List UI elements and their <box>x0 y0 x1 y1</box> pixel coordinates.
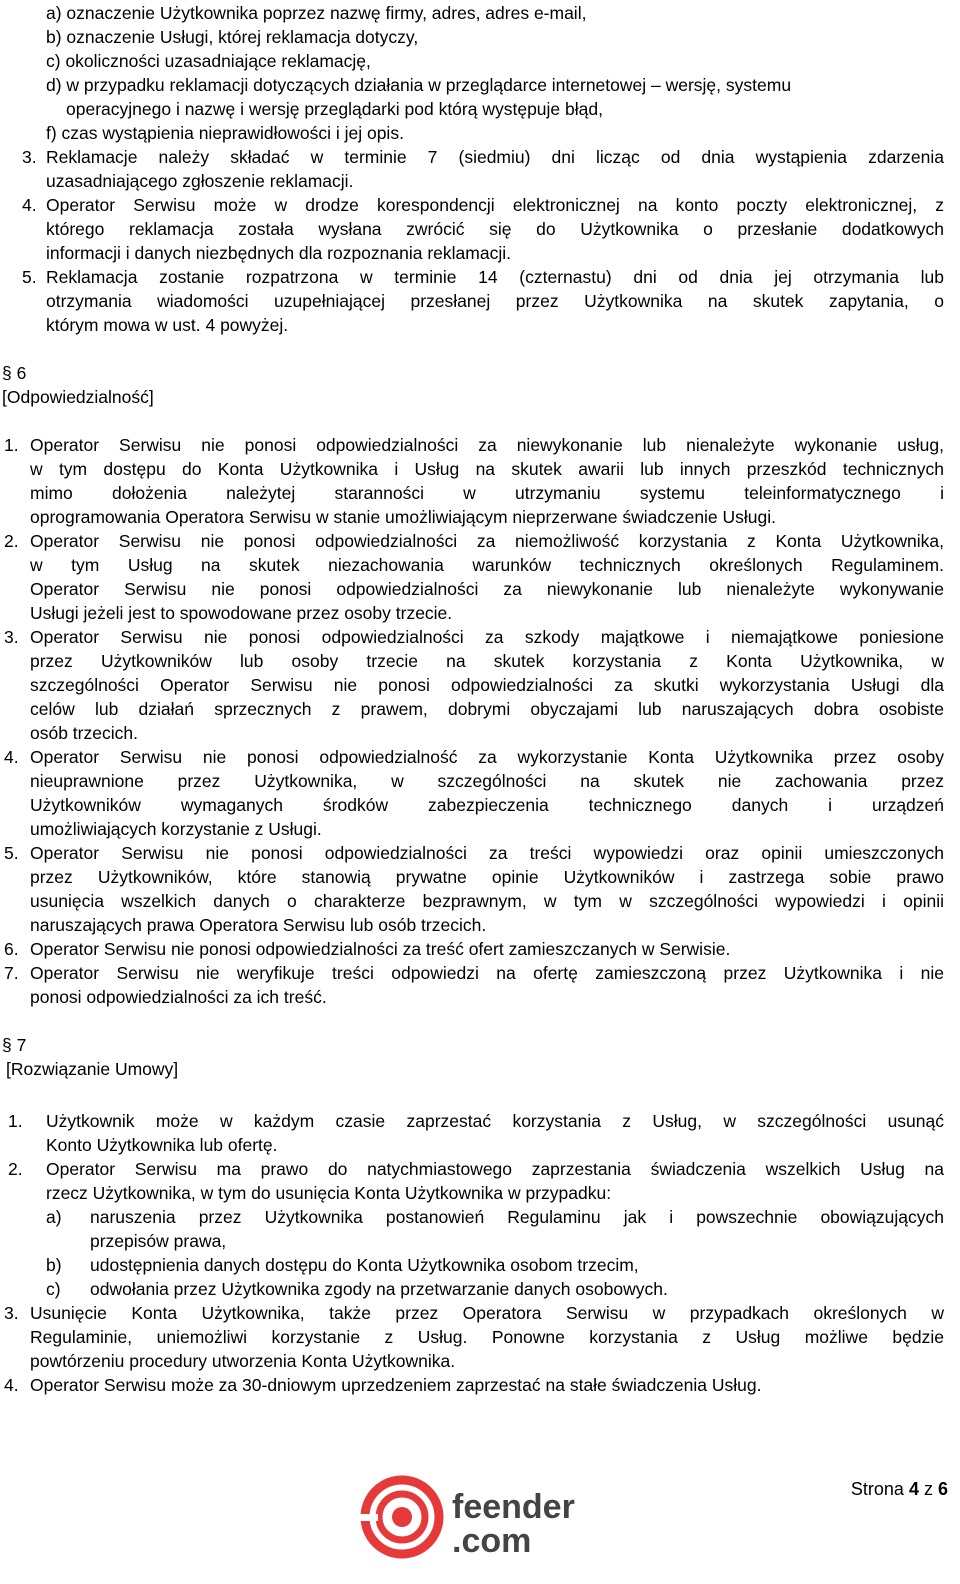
text-line: Reklamacje należy składać w terminie 7 (siedmiu) dni licząc od dnia wystąpienia zdarzenia <box>46 147 944 167</box>
text-line: udostępnienia danych dostępu do Konta Użytkownika osobom trzecim, <box>90 1255 639 1275</box>
page-prefix: Strona <box>850 1479 904 1499</box>
text-line: f) czas wystąpienia nieprawidłowości i jej opis. <box>46 123 404 143</box>
text-line: Operator Serwisu nie ponosi odpowiedzialności za niemożliwość korzystania z Konta Użytkownika, <box>30 531 944 551</box>
text-line: a) oznaczenie Użytkownika poprzez nazwę firmy, adres, adres e-mail, <box>46 3 587 23</box>
text-line: uzasadniającego zgłoszenie reklamacji. <box>46 171 354 191</box>
text-line: oprogramowania Operatora Serwisu w stanie umożliwiającym nieprzerwane świadczenie Usługi. <box>30 507 777 527</box>
text-line: informacji i danych niezbędnych dla rozpoznania reklamacji. <box>46 243 511 263</box>
logo-mark-icon <box>360 1480 439 1554</box>
list-number: 5. <box>22 267 37 287</box>
text-line: mimo dołożenia należytej staranności w utrzymaniu systemu teleinformatycznego i <box>30 483 944 503</box>
text-line: usunięcia wszelkich danych o charakterze bezprawnym, w tym w szczególności wypowiedzi i opinii <box>30 891 944 911</box>
section-6-number: § 6 <box>2 363 27 383</box>
list-number: 4. <box>22 195 37 215</box>
list-number: 3. <box>4 627 19 647</box>
section-6-title: [Odpowiedzialność] <box>2 387 154 407</box>
section-7-title: [Rozwiązanie Umowy] <box>6 1059 179 1079</box>
text-line: przepisów prawa, <box>90 1231 227 1251</box>
list-number: 2. <box>8 1159 23 1179</box>
text-line: Reklamacja zostanie rozpatrzona w terminie 14 (czternastu) dni od dnia jej otrzymania lub <box>46 267 944 287</box>
text-line: przez Użytkowników, które stanowią prywatne opinie Użytkowników i zastrzega sobie prawo <box>30 867 944 887</box>
list-number: 5. <box>4 843 19 863</box>
page-sep: z <box>923 1479 933 1499</box>
text-line: w tym Usług na skutek niezachowania warunków technicznych określonych Regulaminem. <box>30 555 944 575</box>
list-letter: b) <box>46 1255 62 1275</box>
text-line: powtórzeniu procedury utworzenia Konta Użytkownika. <box>30 1351 456 1371</box>
text-line: d) w przypadku reklamacji dotyczących działania w przeglądarce internetowej – wersję, systemu <box>46 75 792 95</box>
text-line: otrzymania wiadomości uzupełniającej przesłanej przez Użytkownika na skutek zapytania, o <box>46 291 944 311</box>
text-line: Użytkownik może w każdym czasie zaprzestać korzystania z Usług, w szczególności usunąć <box>46 1111 944 1131</box>
text-line: Operator Serwisu nie ponosi odpowiedzialności za treści wypowiedzi oraz opinii umieszczonych <box>30 843 944 863</box>
text-line: Operator Serwisu nie ponosi odpowiedzialności za niewykonanie lub nienależyte wykonywanie <box>30 579 944 599</box>
text-line: osób trzecich. <box>30 723 138 743</box>
text-line: nieuprawnione przez Użytkownika, w szczególności na skutek nie zachowania przez <box>30 771 944 791</box>
list-number: 7. <box>4 963 19 983</box>
list-number: 6. <box>4 939 19 959</box>
text-line: Operator Serwisu może za 30-dniowym uprzedzeniem zaprzestać na stałe świadczenia Usług. <box>30 1375 762 1395</box>
text-line: celów lub działań sprzecznych z prawem, dobrymi obyczajami lub naruszających dobra osobiste <box>30 699 944 719</box>
list-letter: c) <box>46 1279 61 1299</box>
page-total: 6 <box>937 1479 948 1499</box>
list-number: 4. <box>4 747 19 767</box>
text-line: przez Użytkowników lub osoby trzecie na skutek korzystania z Konta Użytkownika, w <box>30 651 944 671</box>
text-line: Regulaminie, uniemożliwi korzystanie z Usług. Ponowne korzystania z Usług możliwe będzie <box>30 1327 944 1347</box>
feender-logo <box>360 1462 590 1572</box>
list-number: 3. <box>4 1303 19 1323</box>
text-line: w tym dostępu do Konta Użytkownika i Usług na skutek awarii lub innych przeszkód technicznych <box>30 459 944 479</box>
text-line: Operator Serwisu nie ponosi odpowiedzialności za niewykonanie lub nienależyte wykonanie usług, <box>30 435 944 455</box>
section-7-number: § 7 <box>2 1035 27 1055</box>
text-line: naruszenia przez Użytkownika postanowień Regulaminu jak i powszechnie obowiązujących <box>90 1207 944 1227</box>
text-line: Konto Użytkownika lub ofertę. <box>46 1135 278 1155</box>
page-number <box>851 1478 948 1500</box>
text-line: Usunięcie Konta Użytkownika, także przez Operatora Serwisu w przypadkach określonych w <box>30 1303 944 1323</box>
text-line: umożliwiających korzystanie z Usługi. <box>30 819 322 839</box>
text-line: ponosi odpowiedzialności za ich treść. <box>30 987 327 1007</box>
text-line: odwołania przez Użytkownika zgody na przetwarzanie danych osobowych. <box>90 1279 668 1299</box>
list-number: 4. <box>4 1375 19 1395</box>
list-number: 3. <box>22 147 37 167</box>
logo-text-feender: feender <box>452 1488 575 1526</box>
list-letter: a) <box>46 1207 62 1227</box>
text-line: Operator Serwisu może w drodze korespondencji elektronicznej na konto poczty elektronicznej, z <box>46 195 944 215</box>
text-line: rzecz Użytkownika, w tym do usunięcia Konta Użytkownika w przypadku: <box>46 1183 612 1203</box>
text-line: naruszających prawa Operatora Serwisu lub osób trzecich. <box>30 915 487 935</box>
text-line: którego reklamacja została wysłana zwrócić się do Użytkownika o przesłanie dodatkowych <box>46 219 944 239</box>
text-line: Operator Serwisu nie ponosi odpowiedzialności za szkody majątkowe i niemajątkowe poniesione <box>30 627 944 647</box>
text-line: szczególności Operator Serwisu nie ponosi odpowiedzialności za skutki wykorzystania Usługi dla <box>30 675 944 695</box>
text-line: Operator Serwisu ma prawo do natychmiastowego zaprzestania świadczenia wszelkich Usług na <box>46 1159 944 1179</box>
text-line: Usługi jeżeli jest to spowodowane przez osoby trzecie. <box>30 603 453 623</box>
text-line: operacyjnego i nazwę i wersję przeglądarki pod którą występuje błąd, <box>66 99 603 119</box>
text-line: Operator Serwisu nie ponosi odpowiedzialność za wykorzystanie Konta Użytkownika przez osoby <box>30 747 944 767</box>
text-line: b) oznaczenie Usługi, której reklamacja dotyczy, <box>46 27 419 47</box>
list-number: 1. <box>8 1111 23 1131</box>
list-number: 1. <box>4 435 19 455</box>
logo-text-com: .com <box>452 1522 532 1560</box>
text-line: Użytkowników wymaganych środków zabezpieczenia technicznego danych i urządzeń <box>30 795 944 815</box>
text-line: którym mowa w ust. 4 powyżej. <box>46 315 289 335</box>
page-current: 4 <box>908 1479 919 1499</box>
text-line: c) okoliczności uzasadniające reklamację, <box>46 51 371 71</box>
text-line: Operator Serwisu nie ponosi odpowiedzialności za treść ofert zamieszczanych w Serwisie. <box>30 939 731 959</box>
text-line: Operator Serwisu nie weryfikuje treści odpowiedzi na ofertę zamieszczoną przez Użytkownika i nie <box>30 963 944 983</box>
list-number: 2. <box>4 531 19 551</box>
